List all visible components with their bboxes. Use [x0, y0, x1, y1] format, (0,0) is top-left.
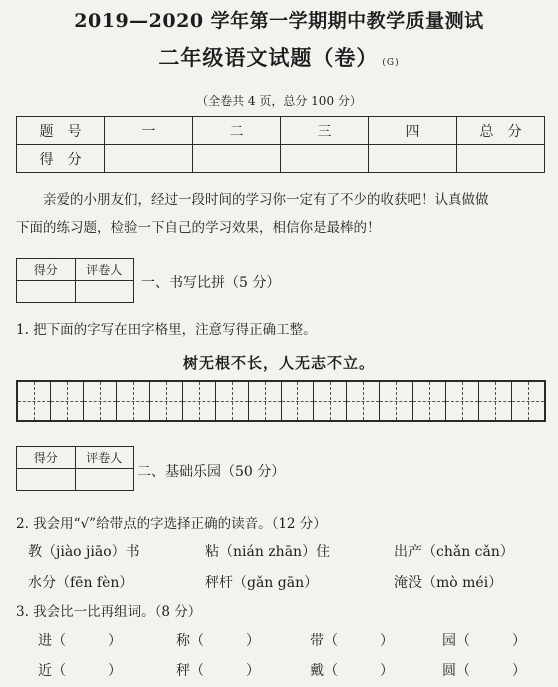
word-pair-item: 秤（ ） — [176, 663, 260, 679]
tianzige-cell — [183, 382, 216, 420]
score-entry-cell — [105, 145, 193, 173]
score-table-score-row — [17, 145, 545, 173]
grader-score-cell — [17, 469, 76, 491]
pinyin-item: 出产（chǎn cǎn） — [394, 544, 514, 560]
subject-text: 二年级语文试题（卷） — [158, 45, 379, 70]
tianzige-cell — [314, 382, 347, 420]
score-table-header-cell: 四 — [369, 117, 457, 145]
score-row-label: 得 分 — [17, 145, 105, 173]
tianzige-cell — [150, 382, 183, 420]
grader-reviewer-cell — [75, 469, 134, 491]
exam-title: 2019—2020 学年第一学期期中教学质量测试 — [74, 10, 484, 32]
grader-reviewer-label: 评卷人 — [75, 447, 134, 469]
word-pair-item: 带（ ） — [310, 633, 394, 649]
grader-score-cell — [17, 281, 76, 303]
tianzige-cell — [347, 382, 380, 420]
tianzige-cell — [282, 382, 315, 420]
score-table-header-cell: 二 — [193, 117, 281, 145]
score-table-header-cell: 总 分 — [457, 117, 545, 145]
tianzige-cell — [51, 382, 84, 420]
tianzige-cell — [380, 382, 413, 420]
pinyin-item: 秤杆（gǎn gān） — [205, 575, 319, 591]
paper-code: (G) — [382, 58, 400, 68]
word-pair-item: 圆（ ） — [442, 663, 526, 679]
score-table-header-row — [17, 117, 545, 145]
score-entry-cell — [281, 145, 369, 173]
score-entry-cell — [457, 145, 545, 173]
section-1-title: 一、书写比拼（5 分） — [141, 275, 281, 291]
score-table — [16, 116, 545, 173]
motto-text: 树无根不长，人无志不立。 — [182, 354, 375, 372]
grader-score-label: 得分 — [17, 447, 76, 469]
word-pair-item: 园（ ） — [442, 633, 526, 649]
exam-note: （全卷共 4 页，总分 100 分） — [196, 94, 362, 108]
grader-reviewer-label: 评卷人 — [75, 259, 134, 281]
score-entry-cell — [369, 145, 457, 173]
grader-reviewer-cell — [75, 281, 134, 303]
section-2-title: 二、基础乐园（50 分） — [137, 464, 286, 480]
word-pair-item: 近（ ） — [38, 663, 122, 679]
grader-score-label: 得分 — [17, 259, 76, 281]
score-table-header-cell: 一 — [105, 117, 193, 145]
tianzige-cell — [84, 382, 117, 420]
exam-subject — [0, 42, 558, 72]
tianzige-cell — [216, 382, 249, 420]
score-table-header-cell: 三 — [281, 117, 369, 145]
question-1: 1. 把下面的字写在田字格里，注意写得正确工整。 — [16, 322, 317, 338]
pinyin-item: 粘（nián zhān）住 — [205, 544, 331, 560]
tianzige-cell — [479, 382, 512, 420]
tianzige-cell — [413, 382, 446, 420]
score-entry-cell — [193, 145, 281, 173]
score-table-header-cell: 题 号 — [17, 117, 105, 145]
tianzige-cell — [446, 382, 479, 420]
intro-line-2: 下面的练习题，检验一下自己的学习效果，相信你是最棒的！ — [16, 220, 381, 236]
word-pair-item: 戴（ ） — [310, 663, 394, 679]
tianzige-cell — [117, 382, 150, 420]
tianzige-cell — [512, 382, 544, 420]
tianzige-grid — [16, 380, 546, 422]
intro-paragraph — [16, 186, 544, 242]
question-2: 2. 我会用“√”给带点的字选择正确的读音。（12 分） — [16, 516, 327, 532]
intro-line-1: 亲爱的小朋友们，经过一段时间的学习你一定有了不少的收获吧！认真做做 — [43, 192, 489, 208]
pinyin-item: 教（jiào jiāo）书 — [28, 544, 140, 560]
pinyin-item: 淹没（mò méi） — [394, 575, 503, 591]
tianzige-cell — [18, 382, 51, 420]
grader-box-section-1 — [16, 258, 134, 303]
word-pair-item: 进（ ） — [38, 633, 122, 649]
grader-box-section-2 — [16, 446, 134, 491]
pinyin-item: 水分（fēn fèn） — [28, 575, 134, 591]
word-pair-item: 称（ ） — [176, 633, 260, 649]
tianzige-cell — [249, 382, 282, 420]
question-3: 3. 我会比一比再组词。（8 分） — [16, 604, 202, 620]
